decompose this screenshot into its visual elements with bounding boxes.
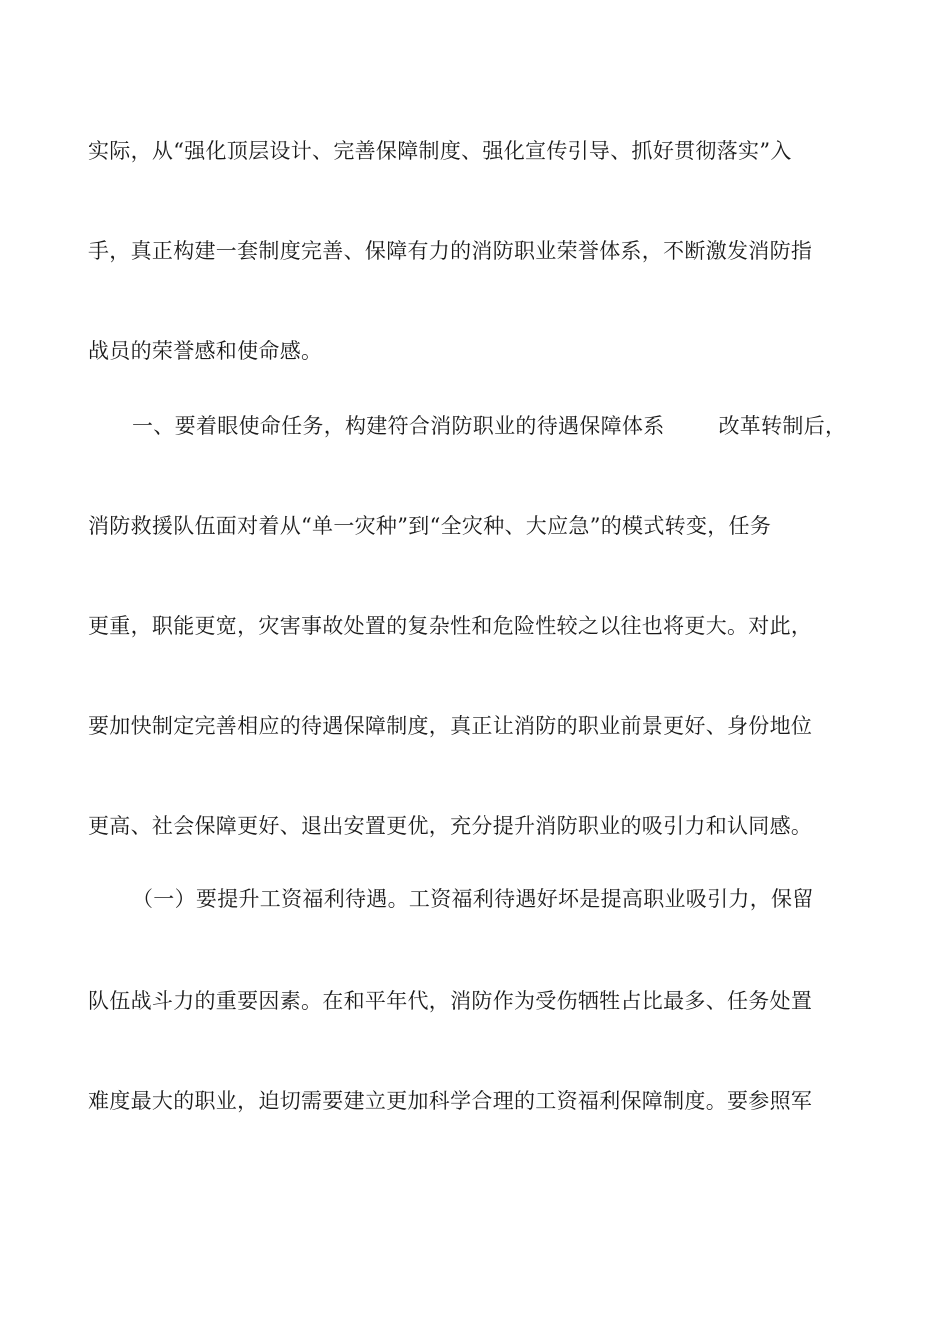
text-line-7: 要加快制定完善相应的待遇保障制度，真正让消防的职业前景更好、身份地位 bbox=[88, 714, 813, 738]
text-line-6: 更重，职能更宽，灾害事故处置的复杂性和危险性较之以往也将更大。对此， bbox=[88, 614, 813, 638]
section-heading: 一、要着眼使命任务，构建符合消防职业的待遇保障体系 bbox=[132, 414, 665, 438]
paragraph-start: 改革转制后， bbox=[718, 414, 847, 438]
text-line-10: 队伍战斗力的重要因素。在和平年代，消防作为受伤牺牲占比最多、任务处置 bbox=[88, 989, 813, 1013]
text-line-9: （一）要提升工资福利待遇。工资福利待遇好坏是提高职业吸引力，保留 bbox=[132, 887, 814, 911]
section-heading-line bbox=[132, 412, 902, 440]
text-line-1: 实际，从“强化顶层设计、完善保障制度、强化宣传引导、抓好贯彻落实”入 bbox=[88, 139, 792, 163]
text-line-2: 手，真正构建一套制度完善、保障有力的消防职业荣誉体系，不断激发消防指 bbox=[88, 239, 813, 263]
text-line-3: 战员的荣誉感和使命感。 bbox=[88, 339, 323, 363]
text-line-5: 消防救援队伍面对着从“单一灾种”到“全灾种、大应急”的模式转变，任务 bbox=[88, 514, 772, 538]
text-line-11: 难度最大的职业，迫切需要建立更加科学合理的工资福利保障制度。要参照军 bbox=[88, 1089, 813, 1113]
text-line-8: 更高、社会保障更好、退出安置更优，充分提升消防职业的吸引力和认同感。 bbox=[88, 814, 813, 838]
